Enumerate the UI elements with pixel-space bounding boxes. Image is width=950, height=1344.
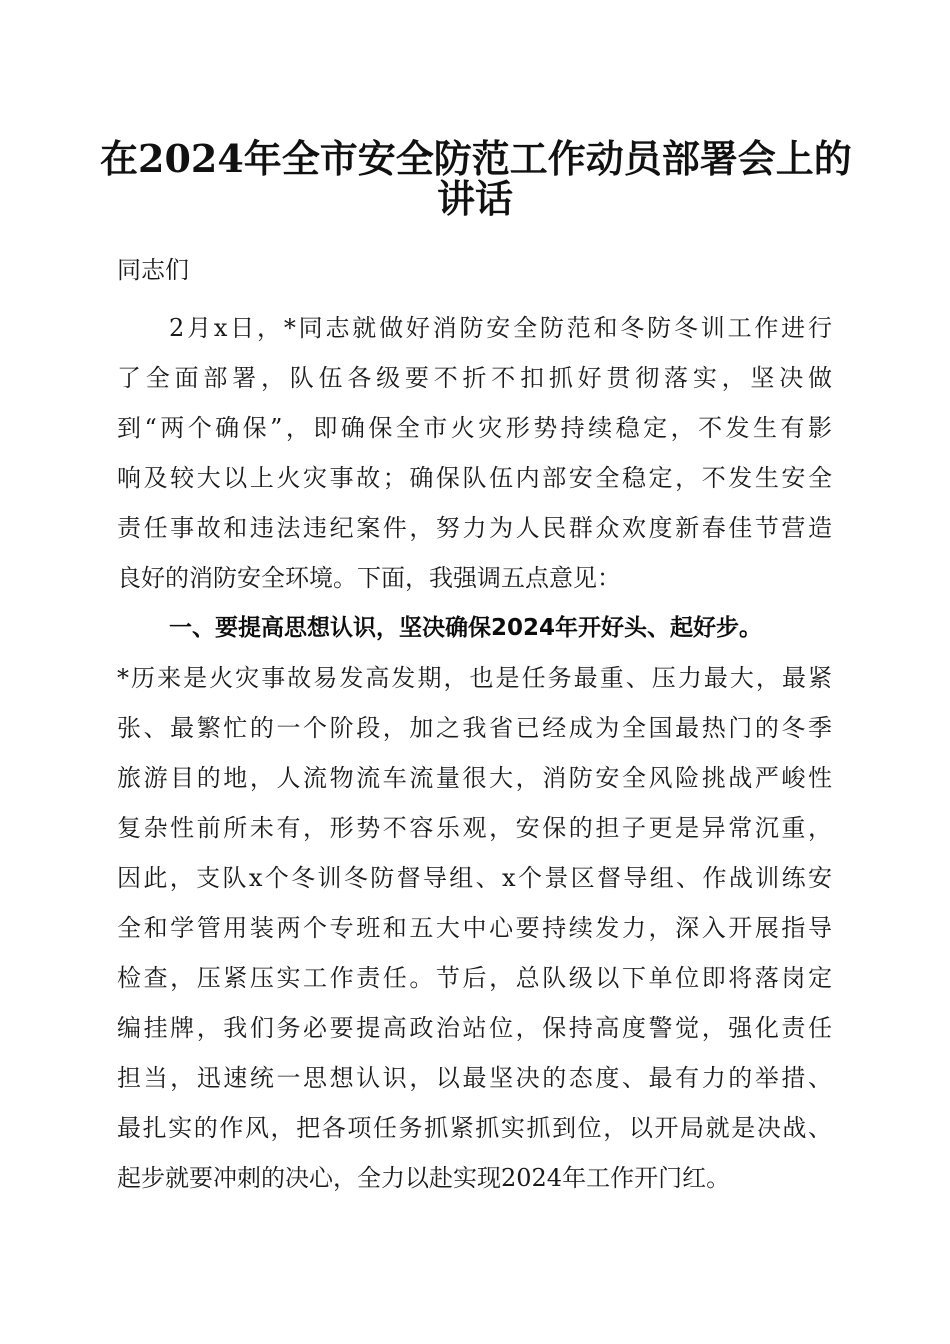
document-title-line-2: 讲话 [436,176,513,221]
paragraph-line: 旅游目的地，人流物流车流量很大，消防安全风险挑战严峻性 [117,764,832,792]
paragraph-line: 复杂性前所未有，形势不容乐观，安保的担子更是异常沉重， [117,814,832,842]
paragraph-line: 张、最繁忙的一个阶段，加之我省已经成为全国最热门的冬季 [117,714,832,742]
paragraph-line: 2月x日，*同志就做好消防安全防范和冬防冬训工作进行 [169,314,832,342]
paragraph-line: 编挂牌，我们务必要提高政治站位，保持高度警觉，强化责任 [117,1014,832,1042]
section-heading: 一、要提高思想认识，坚决确保2024年开好头、起好步。 [169,615,763,641]
paragraph-line: 检查，压紧压实工作责任。节后，总队级以下单位即将落岗定 [117,964,832,992]
paragraph-line: *历来是火灾事故易发高发期，也是任务最重、压力最大，最紧 [117,664,832,692]
paragraph-line: 响及较大以上火灾事故；确保队伍内部安全稳定，不发生安全 [117,464,832,492]
salutation: 同志们 [117,256,189,284]
paragraph-line: 最扎实的作风，把各项任务抓紧抓实抓到位，以开局就是决战、 [117,1114,832,1142]
paragraph-line: 责任事故和违法违纪案件，努力为人民群众欢度新春佳节营造 [117,514,832,542]
paragraph-line: 因此，支队x个冬训冬防督导组、x个景区督导组、作战训练安 [117,864,832,892]
paragraph-line: 全和学管用装两个专班和五大中心要持续发力，深入开展指导 [117,914,832,942]
paragraph-line: 担当，迅速统一思想认识，以最坚决的态度、最有力的举措、 [117,1064,832,1092]
paragraph-line: 良好的消防安全环境。下面，我强调五点意见： [117,564,621,592]
document-title-line-1: 在2024年全市安全防范工作动员部署会上的 [100,136,852,181]
paragraph-line: 起步就要冲刺的决心，全力以赴实现2024年工作开门红。 [117,1164,731,1192]
paragraph-line: 到“两个确保”，即确保全市火灾形势持续稳定，不发生有影 [117,414,832,442]
paragraph-line: 了全面部署，队伍各级要不折不扣抓好贯彻落实，坚决做 [117,364,832,392]
